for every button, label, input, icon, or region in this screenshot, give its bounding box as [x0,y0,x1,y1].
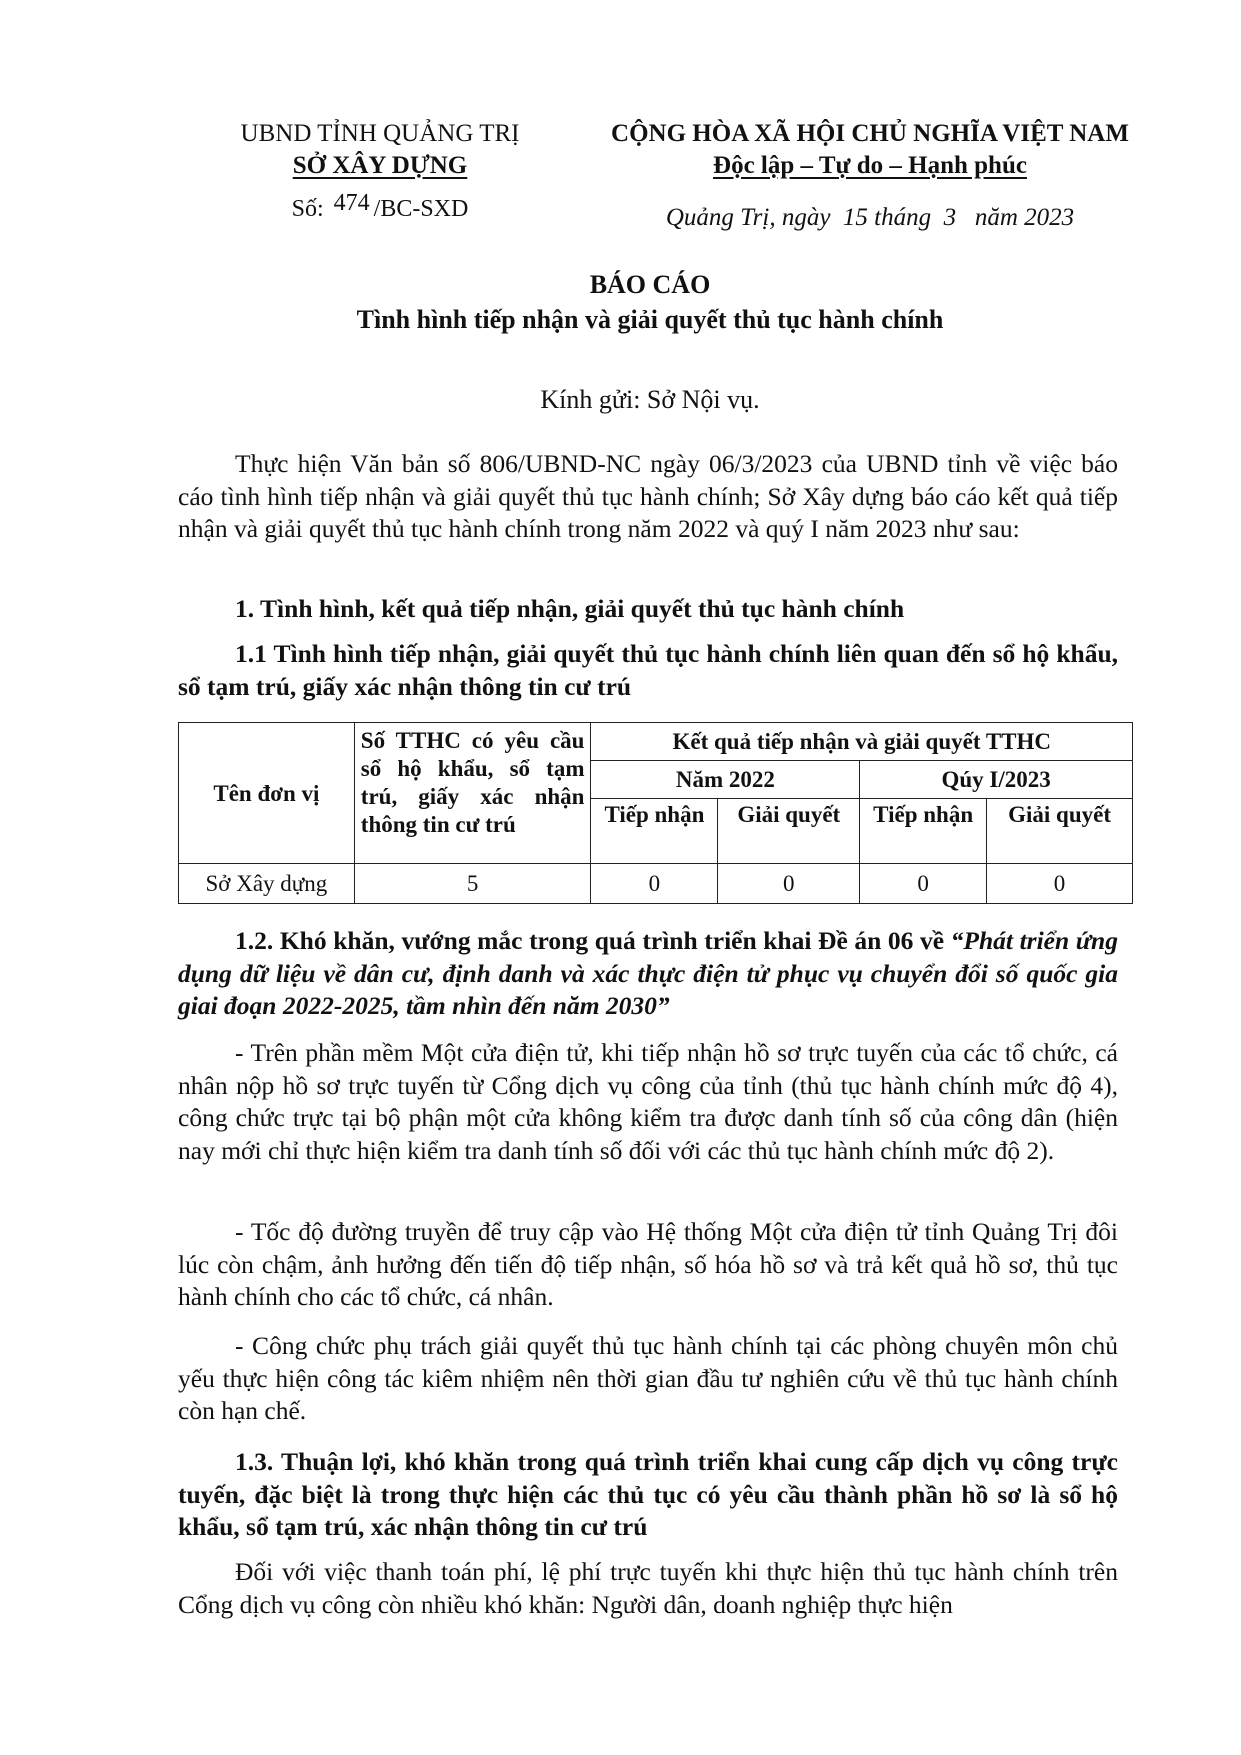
section1-2-bullet1: - Trên phần mềm Một cửa điện tử, khi tiếp nhận hồ sơ trực tuyến của các tổ chức, cá nhân nộp hồ sơ trực tuyến từ Cổng dịch vụ công của tỉnh (thủ tục hành chính mức độ 4), công chức trực tại bộ phận một cửa không kiểm tra được danh tính số của công dân (hiện nay mới chỉ thực hiện kiểm tra danh tính số đối với các thủ tục hành chính mức độ 2). [178,1038,1118,1165]
report-title: BÁO CÁO [589,270,711,299]
col-count-header: Số TTHC có yêu cầu sổ hộ khẩu, sổ tạm trú, giấy xác nhận thông tin cư trú [354,723,591,864]
cell-unit: Sở Xây dựng [179,864,355,904]
section1-2-heading-italic: “Phát triển ứng dụng dữ liệu về dân cư, định danh và xác thực điện tử phục vụ chuyển đổi số quốc gia giai đoạn 2022-2025, tầm nhìn đến năm 2030” [178,926,1118,1020]
issuing-authority [235,118,525,182]
authority-line1: UBND TỈNH QUẢNG TRỊ [240,120,520,147]
col-quarter-header: Qúy I/2023 [860,761,1133,799]
nation-line1: CỘNG HÒA XÃ HỘI CHỦ NGHĨA VIỆT NAM [611,120,1129,147]
cell-count: 5 [354,864,591,904]
number-suffix: /BC-SXD [373,196,469,222]
col-year-resolved: Giải quyết [718,799,860,864]
col-result-header: Kết quả tiếp nhận và giải quyết TTHC [591,723,1133,761]
cell-year-received: 0 [591,864,718,904]
section1-3-heading: 1.3. Thuận lợi, khó khăn trong quá trình triển khai cung cấp dịch vụ công trực tuyến, đặc biệt là trong thực hiện các thủ tục có yêu cầu thành phần hồ sơ là sổ hộ khẩu, sổ tạm trú, xác nhận thông tin cư trú [178,1447,1118,1541]
national-motto [600,118,1140,182]
section1-2-heading [178,925,1118,1023]
number-value: 474 [333,190,370,216]
cell-year-resolved: 0 [718,864,860,904]
cell-quarter-resolved: 0 [987,864,1133,904]
authority-line2: SỞ XÂY DỰNG [292,152,468,179]
section1-2-heading-bold: 1.2. Khó khăn, vướng mắc trong quá trình triển khai Đề án 06 về [235,926,951,955]
section1-2-bullet2: - Tốc độ đường truyền để truy cập vào Hệ thống Một cửa điện tử tỉnh Quảng Trị đôi lúc còn chậm, ảnh hưởng đến tiến độ tiếp nhận, số hóa hồ sơ và trả kết quả hồ sơ, thủ tục hành chính cho các tổ chức, cá nhân. [178,1217,1118,1311]
document-date: Quảng Trị, ngày 15 tháng 3 năm 2023 [665,204,1075,231]
results-table [178,722,1133,904]
col-year-header: Năm 2022 [591,761,860,799]
number-prefix: Số: [291,196,324,222]
col-quarter-resolved: Giải quyết [987,799,1133,864]
section1-1-heading: 1.1 Tình hình tiếp nhận, giải quyết thủ tục hành chính liên quan đến sổ hộ khẩu, sổ tạm trú, giấy xác nhận thông tin cư trú [178,639,1118,701]
section1-3-paragraph: Đối với việc thanh toán phí, lệ phí trực tuyến khi thực hiện thủ tục hành chính trên Cổng dịch vụ công còn nhiều khó khăn: Người dân, doanh nghiệp thực hiện [178,1557,1118,1619]
cell-quarter-received: 0 [860,864,987,904]
intro-paragraph: Thực hiện Văn bản số 806/UBND-NC ngày 06/3/2023 của UBND tỉnh về việc báo cáo tình hình tiếp nhận và giải quyết thủ tục hành chính; Sở Xây dựng báo cáo kết quả tiếp nhận và giải quyết thủ tục hành chính trong năm 2022 và quý I năm 2023 như sau: [178,449,1118,543]
report-subtitle: Tình hình tiếp nhận và giải quyết thủ tục hành chính [356,305,944,334]
col-unit-header: Tên đơn vị [179,723,355,864]
document-number [235,190,525,223]
nation-line2: Độc lập – Tự do – Hạnh phúc [713,152,1027,179]
col-year-received: Tiếp nhận [591,799,718,864]
table-row [179,864,1133,904]
section1-2-bullet3: - Công chức phụ trách giải quyết thủ tục hành chính tại các phòng chuyên môn chủ yếu thực hiện công tác kiêm nhiệm nên thời gian đầu tư nghiên cứu về thủ tục hành chính còn hạn chế. [178,1331,1118,1425]
section1-heading: 1. Tình hình, kết quả tiếp nhận, giải quyết thủ tục hành chính [235,594,905,623]
salutation: Kính gửi: Sở Nội vụ. [540,385,760,414]
col-quarter-received: Tiếp nhận [860,799,987,864]
